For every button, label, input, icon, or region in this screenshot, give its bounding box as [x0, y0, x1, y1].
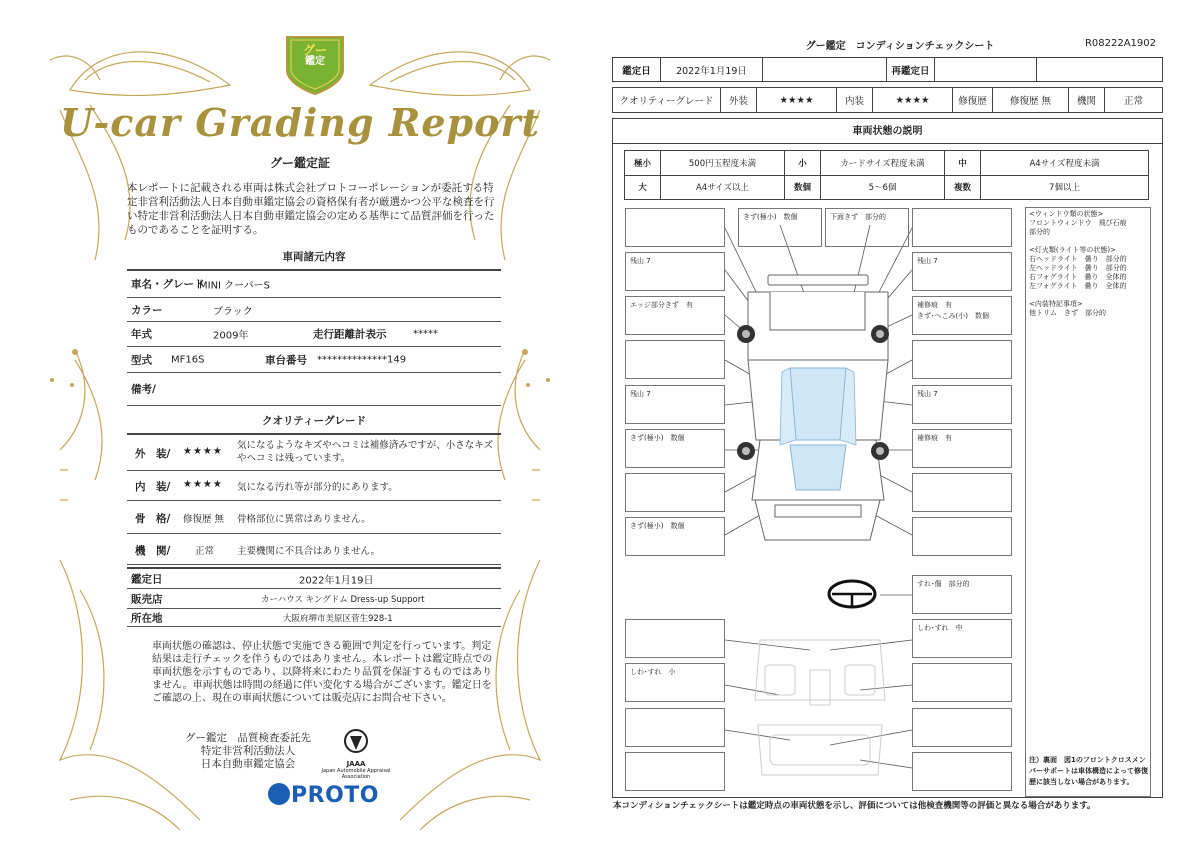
diagram-box-r8	[912, 517, 1012, 556]
proto-logo: PROTO	[268, 783, 379, 808]
date-row: 鑑定日 2022年1月19日 再鑑定日	[612, 57, 1163, 82]
diagram-box-l1	[625, 208, 725, 247]
inspection-authority: グー鑑定 品質検査委託先 特定非営利活動法人 日本自動車鑑定協会	[185, 732, 311, 770]
diagram-box-r13	[912, 752, 1012, 791]
diagram-box-r7	[912, 473, 1012, 512]
sheet-footer-note: 本コンディションチェックシートは鑑定時点の車両状態を示し、評価については他検査機関等の評価と異なる場合があります。	[613, 801, 1096, 811]
goo-kantei-badge: グー 鑑定	[302, 43, 327, 67]
grade-header: クオリティーグレード	[127, 413, 501, 435]
spec-row-remarks: 備考/	[127, 373, 501, 406]
diagram-box-top-1: きず(極小) 数個	[738, 208, 822, 247]
diagram-box-l4	[625, 340, 725, 379]
diagram-box-r6: 補修痕 有	[912, 429, 1012, 468]
spec-row-name: 車名・グレード MINI クーパーS	[127, 271, 501, 298]
cross-member-note: 注）裏面 図1のフロントクロスメンバーサポートは車体構造によって修復歴に該当しない場合があります。	[1029, 756, 1148, 786]
diagram-box-l8: きず(極小) 数個	[625, 517, 725, 556]
info-row-address: 所在地 大阪府堺市美原区菅生928-1	[127, 609, 501, 627]
diagram-box-l13	[625, 752, 725, 791]
diagram-box-l5: 残山 7	[625, 385, 725, 424]
info-row-date: 鑑定日 2022年1月19日	[127, 567, 501, 589]
certificate-intro: 本レポートに記載される車両は株式会社プロトコーポレーションが委託する特定非営利活動法人日本自動車鑑定協会の資格保有者が厳選かつ公平な検査を行い特定非営利活動法人日本自動車鑑定協会の定める基準にて品質評価を行ったものであることを証明する。	[127, 182, 495, 236]
diagram-box-top-2: 下面きず 部分的	[825, 208, 909, 247]
diagram-box-r11	[912, 663, 1012, 702]
diagram-box-l2: 残山 7	[625, 252, 725, 291]
spec-header: 車両諸元内容	[127, 249, 501, 271]
special-notes	[1025, 207, 1151, 797]
sheet-code: R08222A1902	[1084, 38, 1156, 49]
diagram-box-l12	[625, 708, 725, 747]
diagram-box-l11: しわ･すれ 小	[625, 663, 725, 702]
grade-row-frame: 骨 格/ 修復歴 無 骨格部位に異常はありません。	[127, 501, 501, 534]
spec-row-color: カラー ブラック	[127, 298, 501, 322]
damage-legend-table: 極小 500円玉程度未満 小 カードサイズ程度未満 中 A4サイズ程度未満 大 A4サイズ以上 数個 5～6個 複数 7個以上	[624, 150, 1149, 200]
panel-header: 車両状態の説明	[613, 119, 1162, 144]
grade-row-interior: 内 装/ ★★★★ 気になる汚れ等が部分的にあります。	[127, 471, 501, 501]
diagram-box-r3: 補修痕 有 きず･へこみ(小) 数個	[912, 296, 1012, 335]
diagram-box-r2: 残山 7	[912, 252, 1012, 291]
spec-row-year: 年式 2009年 走行距離計表示 *****	[127, 322, 501, 347]
diagram-box-l6: きず(極小) 数個	[625, 429, 725, 468]
diagram-box-l3: エッジ部分きず 有	[625, 296, 725, 335]
condition-disclaimer: 車両状態の確認は、停止状態で実施できる範囲で判定を行っています。判定結果は走行チェックを伴うものではありません。本レポートは鑑定時点での車両状態を示すものであり、以降将来にわたり品質を保証するものではありません。車両状態は時間の経過に伴い変化する場合がございます。鑑定日をご確認の上、現在の車両状態については販売店にお問合せ下さい。	[152, 641, 493, 704]
diagram-box-r1	[912, 208, 1012, 247]
report-title: U-car Grading Report	[59, 100, 541, 145]
diagram-box-r12	[912, 708, 1012, 747]
diagram-box-r10: しわ･すれ 中	[912, 619, 1012, 658]
info-row-shop: 販売店 カーハウス キングドム Dress-up Support	[127, 589, 501, 609]
spec-row-model: 型式 MF16S 車台番号 **************149	[127, 347, 501, 373]
notes-interior: <内装特記事項> 他トリム きず 部分的	[1029, 300, 1106, 317]
report-subtitle: グー鑑定証	[269, 156, 330, 170]
grade-summary-row: クオリティーグレード 外装 ★★★★ 内装 ★★★★ 修復歴 修復歴 無 機関 正常	[612, 87, 1163, 113]
notes-windows: <ウィンドウ類の状態> フロントウィンドウ 飛び石痕 部分的	[1029, 210, 1127, 236]
diagram-box-r5: 残山 7	[912, 385, 1012, 424]
grade-row-engine: 機 関/ 正常 主要機関に不具合はありません。	[127, 534, 501, 565]
diagram-box-r4	[912, 340, 1012, 379]
sheet-title: グー鑑定 コンディションチェックシート	[805, 41, 995, 52]
diagram-box-l10	[625, 619, 725, 658]
grade-row-exterior: 外 装/ ★★★★ 気になるようなキズやヘコミは補修済みですが、小さなキズやヘコミは残っています。	[127, 434, 501, 471]
notes-lights: <灯火類(ライト等の状態)> 右ヘッドライト 曇り 部分的 左ヘッドライト 曇り 部分的 右フォグライト 曇り 全体的 左フォグライト 曇り 全体的	[1029, 246, 1127, 290]
diagram-box-r9: すれ･傷 部分的	[912, 575, 1012, 614]
diagram-box-l7	[625, 473, 725, 512]
jaaa-logo: JAAA Japan Automobile Appraisal Association	[320, 728, 392, 780]
